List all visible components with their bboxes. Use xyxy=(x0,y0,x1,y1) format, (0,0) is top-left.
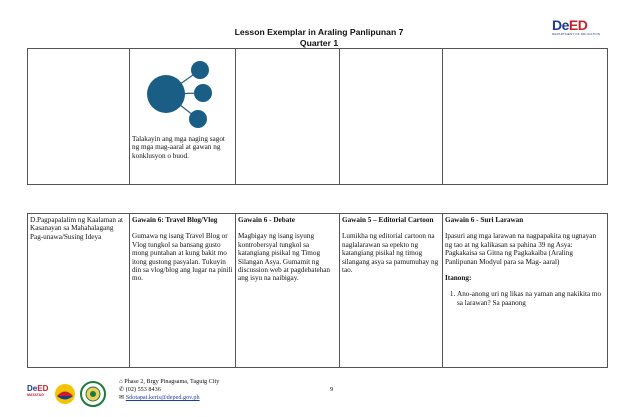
contact-block xyxy=(119,378,219,402)
activity-cell-travel-blog xyxy=(130,214,236,368)
diagram-branch-node xyxy=(189,110,207,128)
diagram-caption: Talakayin ang mga naging sagot ng mga mag-aaral at gawan ng konklusyon o buod. xyxy=(132,135,225,160)
deped-logo xyxy=(552,18,604,40)
deped-matatag-logo: DeED MATATAG xyxy=(27,384,49,397)
row-label: D.Pagpapalalim ng Kaalaman at Kasanayan sa Mahahalagang Pag-unawa/Susing Ideya xyxy=(28,214,130,368)
diagram-cell xyxy=(130,49,236,185)
footer-phone: (02) 553 8436 xyxy=(125,386,161,393)
lesson-table-top xyxy=(27,48,608,185)
table-cell xyxy=(236,49,340,185)
deped-logo-prefix: De xyxy=(552,17,569,33)
school-seal-logo xyxy=(80,381,106,407)
footer-address: Phase 2, Brgy Pinagsama, Taguig City xyxy=(124,378,220,385)
deped-logo-tagline: DEPARTMENT OF EDUCATION xyxy=(552,32,601,36)
page-number: 9 xyxy=(330,386,334,393)
lesson-table-bottom xyxy=(27,213,608,368)
document-title: Lesson Exemplar in Araling Panlipunan 7 xyxy=(234,27,404,37)
activity-cell-debate xyxy=(236,214,340,368)
activity-cell-suri-larawan xyxy=(443,214,608,368)
table-cell xyxy=(28,49,130,185)
diagram-center-node xyxy=(147,75,185,113)
matatag-caption: MATATAG xyxy=(27,393,44,397)
footer-email-link[interactable]: Sdotapat.keris@deped.gov.ph xyxy=(125,394,200,401)
activity-title: Gawain 6: Travel Blog/Vlog xyxy=(132,216,218,224)
question-list xyxy=(445,290,605,307)
activity-cell-editorial-cartoon xyxy=(340,214,443,368)
activity-title: Gawain 6 - Suri Larawan xyxy=(445,216,524,224)
table-cell xyxy=(443,49,608,185)
activity-body: Magbigay ng isang isyung kontrobersyal tungkol sa katangiang pisikal ng Timog Silangan Asya. Gumamit ng discussion web at pagdebatehan ang isyu na naibigay. xyxy=(238,232,331,283)
questions-heading: Itanong: xyxy=(445,274,472,283)
activity-body: Gumawa ng isang Travel Blog or Vlog tungkol sa bansang gusto mong puntahan at kung bakit mo itong gustong pasyalan. Tukuyin din sa vlog/blog ang lugar na pinili mo. xyxy=(132,232,233,283)
page-footer xyxy=(0,377,638,417)
home-icon: ⌂ xyxy=(119,378,123,385)
activity-title: Gawain 6 - Debate xyxy=(238,216,295,224)
document-subtitle: Quarter 1 xyxy=(299,38,339,48)
deped-logo-suffix: ED xyxy=(568,17,588,33)
activity-body: Ipasuri ang mga larawan na nagpapakita ng ugnayan ng tao at ng kalikasan sa pahina 39 ng Asya: Pagkakaisa sa Gitna ng Pagkakaiba (Araling Panlipunan Modyul para sa Mag- aaral) xyxy=(445,232,597,266)
activity-title: Gawain 5 – Editorial Cartoon xyxy=(342,216,434,224)
concept-map-diagram xyxy=(132,51,232,135)
diagram-branch-node xyxy=(194,84,212,102)
phone-icon: ✆ xyxy=(119,386,125,393)
question-item: 1. Ano-anong uri ng likas na yaman ang nakikita mo sa larawan? Sa paanong xyxy=(457,290,605,307)
table-cell xyxy=(340,49,443,185)
diagram-branch-node xyxy=(191,61,209,79)
activity-body: Lumikha ng editorial cartoon na naglalarawan sa epekto ng katangiang pisikal ng timog silangang asya sa pamumuhay ng tao. xyxy=(342,232,439,275)
mail-icon: ✉ xyxy=(119,394,125,401)
bagong-pilipinas-logo xyxy=(54,383,76,405)
